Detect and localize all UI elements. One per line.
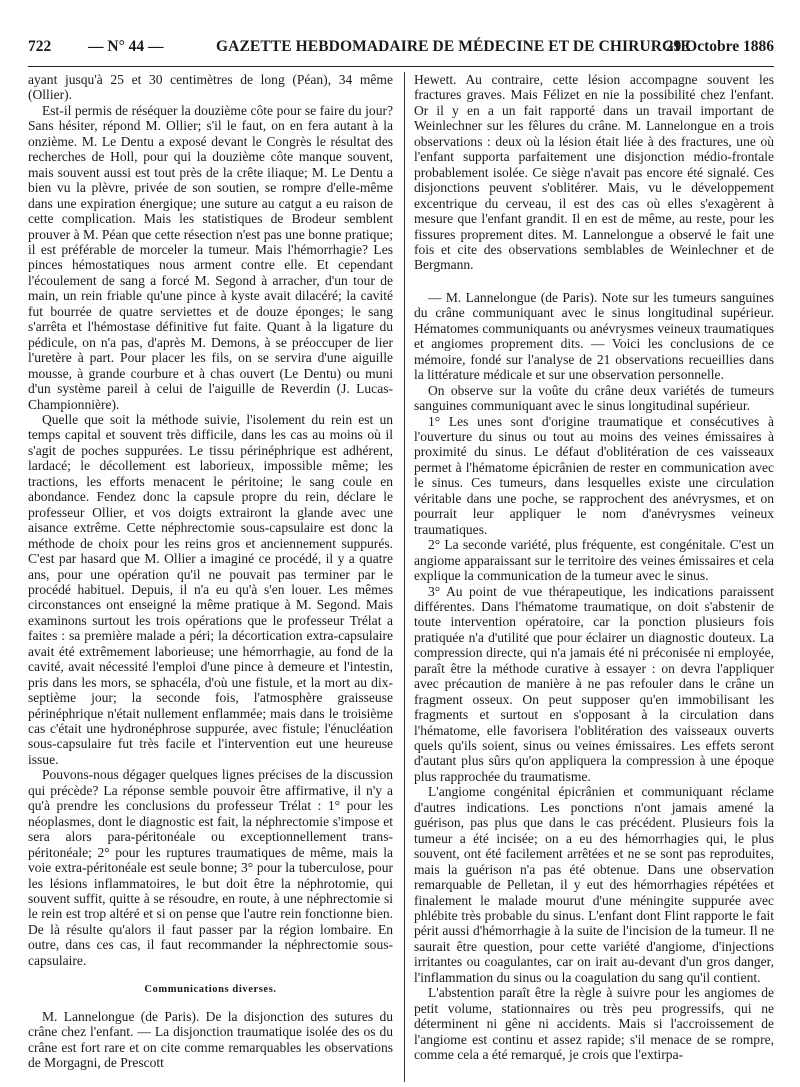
- paragraph: L'abstention paraît être la règle à suivre pour les angiomes de petit volume, stationnaires ou très peu progressifs, qui ne déterminent ni gêne ni accidents. Mais si l'accroissement de l'angiome est continu et assez rapide; s'il menace de se rompre, comme cela a été remarqué, je crois que l'extirpa-: [414, 985, 774, 1063]
- issue-date: 29 Octobre 1886: [665, 38, 774, 55]
- paragraph: — M. Lannelongue (de Paris). Note sur les tumeurs sanguines du crâne communiquant avec le sinus longitudinal supérieur. Hématomes communiquants ou anévrysmes veineux traumatiques et angiomes proprement dits. — Voici les conclusions de ce mémoire, fondé sur l'analyse de 21 observations recueillies dans la littérature médicale et sur une observation personnelle.: [414, 289, 774, 383]
- paragraph: Pouvons-nous dégager quelques lignes précises de la discussion qui précède? La réponse semble pouvoir être affirmative, il n'y a qu'à prendre les conclusions du professeur Trélat : 1° pour les néoplasmes, dont le diagnostic est fait, la néphrectomie s'impose et sera alors para-péritonéale ou exceptionnellement trans-péritonéale; 2° pour les ruptures traumatiques de même, mais la voie extra-péritonéale est seule bonne; 3° pour la tuberculose, pour les lésions inflammatoires, le but doit être la néphrotomie, qui souvent suffit, quitte à se résoudre, en route, à une néphrectomie si le rein est trop altéré et si on pense que l'autre rein fonctionne bien. De là résulte qu'alors il faut passer par la région lombaire. En outre, dans ces cas, il faut recommander la néphrectomie sous-capsulaire.: [28, 767, 393, 968]
- journal-title: GAZETTE HEBDOMADAIRE DE MÉDECINE ET DE CHIRURGIE: [216, 38, 691, 55]
- paragraph: L'angiome congénital épicrânien et communiquant réclame d'autres indications. Les ponctions n'ont jamais amené la guérison, pas plus que dans le cas précédent. Plusieurs fois la tumeur a été incisée; on a eu des hémorrhagies qui, le plus souvent, ont été facilement arrêtées et ne se sont pas reproduites, mais la guérison n'a pas été obtenue. Dans une observation remarquable de Pelletan, il y eut des hémorrhagies répétées et finalement le malade mourut d'une méningite suppurée avec phlébite très probable du sinus. L'enfant dont Flint rapporte le fait périt aussi d'hémorrhagie à la suite de l'incision de la tumeur. Il ne saurait être question, pour cette variété d'angiome, d'injections irritantes ou coagulantes, car on irait au-devant d'un gros danger, l'inflammation du sinus ou la coagulation du sang qu'il contient.: [414, 784, 774, 985]
- paragraph: Quelle que soit la méthode suivie, l'isolement du rein est un temps capital et souvent très difficile, dans les cas au moins où il s'agit de poches suppurées. Le tissu périnéphrique est adhérent, lardacé; le décollement est laborieux, impossible même; les tractions, les efforts menacent le péritoine; le sang coule en abondance. Fendez donc la capsule propre du rein, déclare le professeur Ollier, et vos doigts extrairont la glande avec une aisance extrême. Cette néphrectomie sous-capsulaire est donc la méthode de choix pour les reins gros et anciennement suppurés. C'est par hasard que M. Ollier a imaginé ce procédé, il y a quatre ans, pour une opération qu'il ne pouvait pas terminer par le procédé habituel. Depuis, il n'a eu qu'à s'en louer. Les mêmes circonstances ont enseigné la même pratique à M. Segond. Mais examinons surtout les trois opérations que le professeur Trélat a faites : sa première malade a péri; la décortication extra-capsulaire avait été extrêmement laborieuse; une hémorrhagie, au fond de la cavité, avait nécessité l'emploi d'une pince à demeure et l'intestin, pris dans les mors, se sphacéla, d'où une fistule, et la mort au dix-septième jour; la seconde fois, l'atmosphère graisseuse périnéphrique n'était nullement enflammée; mais dans le troisième cas c'était une hydronéphrose suppurée, avec fistule; l'énucléation sous-capsulaire fut très facile et l'intervention eut une heureuse issue.: [28, 411, 393, 767]
- right-column: [414, 72, 774, 1084]
- running-head: [28, 38, 774, 60]
- paragraph: M. Lannelongue (de Paris). De la disjonction des sutures du crâne chez l'enfant. — La disjonction traumatique isolée des os du crâne est fort rare et on cite comme remarquables les observations de Morgagni, de Prescott: [28, 1008, 393, 1071]
- paragraph: 2° La seconde variété, plus fréquente, est congénitale. C'est un angiome apparaissant sur le territoire des veines émissaires et cela explique la communication de la tumeur avec le sinus.: [414, 537, 774, 584]
- paragraph: 1° Les unes sont d'origine traumatique et consécutives à l'ouverture du sinus ou tout au moins des veines émissaires à proximité du sinus. Le défaut d'oblitération de ces vaisseaux permet à l'hématome épicrânien de rester en communication avec le sinus. Ces tumeurs, dans lesquelles existe une circulation véritable dans une poche, se rapprochent des anévrysmes, et on pourrait leur appliquer le nom d'anévrysmes veineux traumatiques.: [414, 413, 774, 537]
- section-heading: Communications diverses.: [144, 984, 277, 996]
- paragraph: Hewett. Au contraire, cette lésion accompagne souvent les fractures graves. Mais Félizet en nie la possibilité chez l'enfant. Or il y en a un fait rapporté dans un travail important de Weinlechner sur les fêlures du crâne. M. Lannelongue en a trois observations : deux où la lésion était liée à des fractures, une où l'enfant supporta parfaitement une disjonction médio-frontale probablement isolée. Ce siège n'avait pas encore été signalé. Ces disjonctions peuvent s'oblitérer. Mais, vu le développement excentrique du cerveau, il est des cas où elles s'exagèrent à mesure que l'enfant grandit. Il en est de même, au reste, pour les fissures proprement dites. M. Lannelongue a observé le fait une fois et cite des observations semblables de Weinlechner et de Bergmann.: [414, 72, 774, 273]
- header-rule: [28, 66, 774, 67]
- paragraph-gap: [414, 273, 774, 290]
- column-divider: [404, 72, 405, 1082]
- left-column: [28, 72, 393, 1084]
- paragraph: 3° Au point de vue thérapeutique, les indications paraissent différentes. Dans l'hématome traumatique, on doit s'abstenir de toute intervention opératoire, car la ponction plusieurs fois pratiquée n'a d'utilité que pour éclairer un diagnostic douteux. La compression directe, qui n'a jamais été ni préconisée ni employée, paraît être la méthode curative à essayer : on devra l'appliquer avec précaution de manière à ne pas refouler dans le crâne un fragment osseux. On peut supposer qu'en immobilisant les fragments et surtout en s'opposant à la circulation dans l'hématome, elle favorisera l'oblitération des vaisseaux ouverts quels qu'ils soient, sinus ou veines émissaires. Les effets seront d'autant plus sûrs qu'on appliquera la compression à une époque plus rapprochée du traumatisme.: [414, 583, 774, 784]
- paragraph: On observe sur la voûte du crâne deux variétés de tumeurs sanguines communiquant avec le sinus longitudinal supérieur.: [414, 382, 774, 414]
- issue-number: — N° 44 —: [88, 38, 164, 55]
- page-number: 722: [28, 38, 52, 55]
- paragraph: ayant jusqu'à 25 et 30 centimètres de long (Péan), 34 même (Ollier).: [28, 72, 393, 103]
- paragraph: Est-il permis de réséquer la douzième côte pour se faire du jour? Sans hésiter, répond M. Ollier; s'il le faut, on en fera autant à la onzième. M. Le Dentu a exposé devant le Congrès le résultat des recherches de Holl, pour qui la douzième côte manque souvent, mais souvent aussi est tout près de la crête iliaque; M. Le Dentu a bien vu la plèvre, privée de son soutien, se rompre d'elle-même dans une expiration énergique; une suture au catgut a eu raison de cette complication. Mais les statistiques de Brodeur semblent prouver à M. Péan que cette résection n'est pas une bonne pratique; il est préférable de morceler la tumeur. Mais l'hémorrhagie? Les pinces hémostatiques nous arment contre elle. Et cependant l'écoulement de sang a forcé M. Segond à arracher, d'un tour de main, un rein friable qu'une pince à kyste avait dilacéré; la cavité fut bourrée de quatre serviettes et de douze éponges; le sang s'arrêta et l'hémostase définitive fut faite. Quant à la ligature du pédicule, on n'a pas, d'après M. Demons, à se préoccuper de lier l'uretère à part. Pour placer les fils, on se servira d'une aiguille mousse, à grande courbure et à chas ouvert (Le Dentu) ou muni d'un système pareil à celui de l'aiguille de Reverdin (J. Lucas-Championnière).: [28, 102, 393, 412]
